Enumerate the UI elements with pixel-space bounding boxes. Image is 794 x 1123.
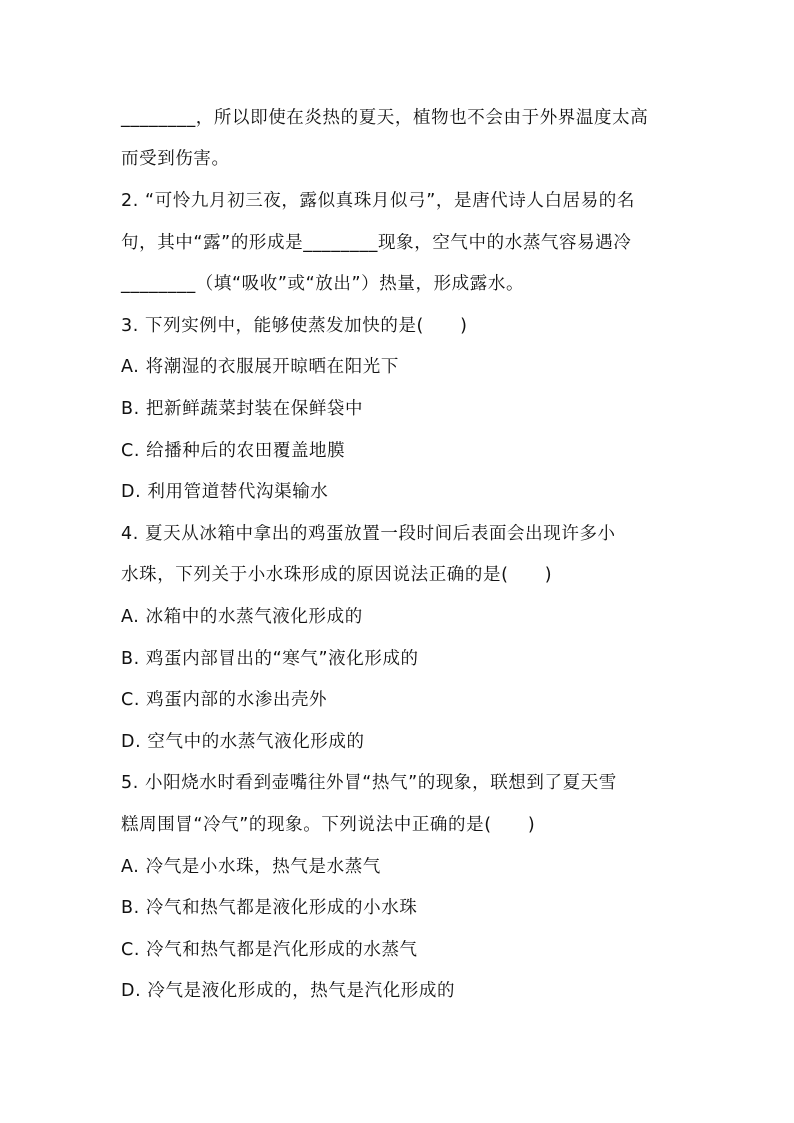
question-2-line-2: 句，其中“露”的形成是________现象，空气中的水蒸气容易遇冷 xyxy=(121,233,632,253)
question-3-option-b: B. 把新鲜蔬菜封装在保鲜袋中 xyxy=(121,399,364,419)
question-4-option-d: D. 空气中的水蒸气液化形成的 xyxy=(121,732,365,752)
question-5-option-d: D. 冷气是液化形成的，热气是汽化形成的 xyxy=(121,981,456,1001)
question-2-line-1: 2. “可怜九月初三夜，露似真珠月似弓”，是唐代诗人白居易的名 xyxy=(121,191,635,211)
question-3-option-a: A. 将潮湿的衣服展开晾晒在阳光下 xyxy=(121,357,399,377)
question-5-option-a: A. 冷气是小水珠，热气是水蒸气 xyxy=(121,857,381,877)
question-4-option-c: C. 鸡蛋内部的水渗出壳外 xyxy=(121,690,328,710)
question-3-option-d: D. 利用管道替代沟渠输水 xyxy=(121,482,329,502)
question-4-option-b: B. 鸡蛋内部冒出的“寒气”液化形成的 xyxy=(121,649,419,669)
question-2-line-3: ________（填“吸收”或“放出”）热量，形成露水。 xyxy=(121,274,525,294)
question-3-option-c: C. 给播种后的农田覆盖地膜 xyxy=(121,441,346,461)
text-line-q1-continuation: ________，所以即使在炎热的夏天，植物也不会由于外界温度太高 xyxy=(121,108,649,128)
question-5-line-2: 糕周围冒“冷气”的现象。下列说法中正确的是( ) xyxy=(121,815,536,835)
text-line-q1-end: 而受到伤害。 xyxy=(121,149,230,169)
question-5-option-b: B. 冷气和热气都是液化形成的小水珠 xyxy=(121,898,418,918)
question-5-line-1: 5. 小阳烧水时看到壶嘴往外冒“热气”的现象，联想到了夏天雪 xyxy=(121,773,617,793)
question-4-line-2: 水珠，下列关于小水珠形成的原因说法正确的是( ) xyxy=(121,565,553,585)
question-5-option-c: C. 冷气和热气都是汽化形成的水蒸气 xyxy=(121,940,418,960)
question-3-stem: 3. 下列实例中，能够使蒸发加快的是( ) xyxy=(121,316,468,336)
question-4-line-1: 4. 夏天从冰箱中拿出的鸡蛋放置一段时间后表面会出现许多小 xyxy=(121,524,616,544)
question-4-option-a: A. 冰箱中的水蒸气液化形成的 xyxy=(121,607,363,627)
